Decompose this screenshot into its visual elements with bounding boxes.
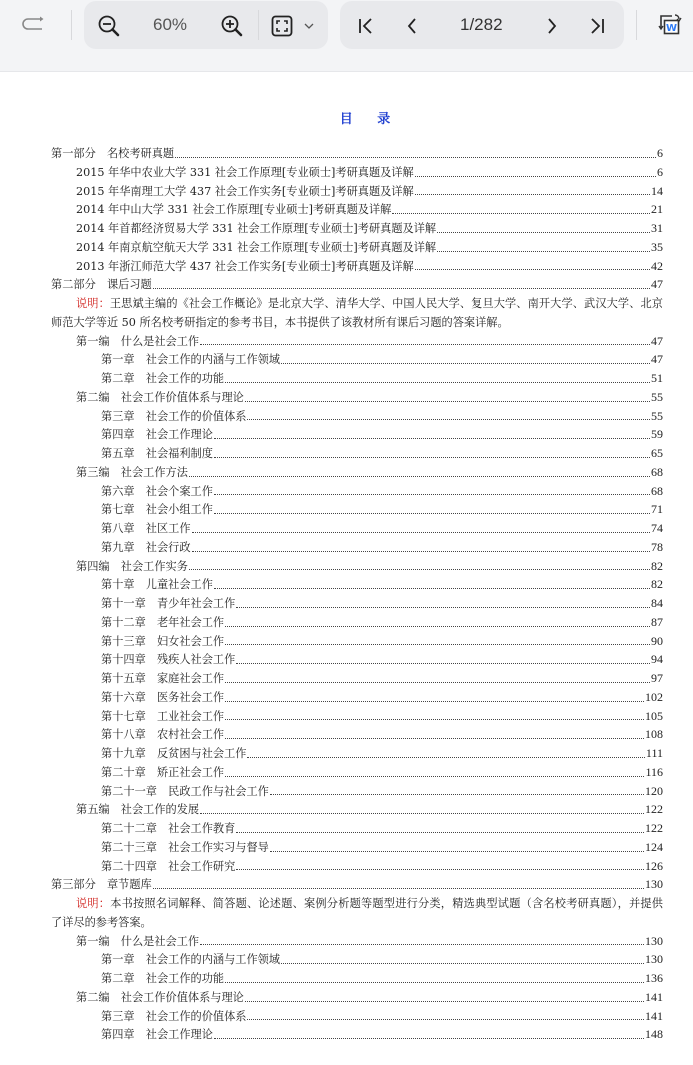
next-page-button[interactable]	[540, 14, 564, 38]
toc-entry-label: 第二十一章 民政工作与社会工作	[101, 784, 269, 798]
fit-screen-button[interactable]	[269, 13, 295, 39]
fit-options-dropdown[interactable]	[300, 17, 318, 35]
dot-leader	[214, 494, 650, 495]
zoom-in-icon	[220, 14, 244, 38]
convert-to-word-button[interactable]	[655, 10, 685, 40]
toc-entry-page: 42	[651, 258, 663, 273]
toc-entry-label: 第十章 儿童社会工作	[101, 578, 213, 592]
dot-leader	[192, 532, 650, 533]
dot-leader	[153, 288, 650, 289]
toc-entry[interactable]	[51, 970, 663, 989]
dot-leader	[236, 869, 644, 870]
toc-entry[interactable]	[51, 689, 663, 708]
toc-entry-page: 51	[651, 371, 663, 385]
toc-entry[interactable]	[51, 201, 663, 220]
dot-leader	[225, 644, 650, 645]
toc-entry-label: 2013 年浙江师范大学 437 社会工作实务[专业硕士]考研真题及详解	[76, 259, 414, 273]
toc-entry-label: 第十六章 医务社会工作	[101, 690, 225, 704]
svg-text:W: W	[665, 23, 678, 34]
zoom-out-button[interactable]	[96, 13, 122, 39]
note-label: 说明：	[76, 297, 110, 310]
toc-title: 目 录	[339, 112, 401, 127]
toc-entry-page: 21	[651, 202, 663, 217]
toc-entry-page: 141	[645, 989, 663, 1004]
dot-leader	[247, 419, 650, 420]
dot-leader	[192, 551, 650, 552]
toc-entry-label: 第九章 社会行政	[101, 540, 191, 554]
toc-entry-label: 第三部分 章节题库	[51, 878, 152, 892]
toc-entry-page: 111	[645, 746, 663, 760]
toc-entry-page: 74	[651, 521, 663, 535]
dot-leader	[247, 757, 644, 758]
toc-entry[interactable]	[51, 183, 663, 202]
last-page-button[interactable]	[585, 14, 609, 38]
toc-entry[interactable]	[51, 1026, 663, 1045]
toc-entry-page: 47	[651, 333, 663, 348]
convert-to-word-icon	[657, 12, 683, 38]
toc-entry-label: 第一章 社会工作的内涵与工作领域	[101, 353, 281, 367]
dot-leader	[236, 663, 650, 664]
toc-entry-label: 第十一章 青少年社会工作	[101, 597, 236, 610]
toc-entry-page: 59	[651, 427, 663, 442]
dot-leader	[245, 401, 650, 402]
toc-entry-page: 55	[651, 389, 663, 404]
toc-entry-page: 116	[645, 764, 663, 779]
toc-entry-label: 第四章 社会工作理论	[101, 428, 213, 442]
toc-entry-label: 第三章 社会工作的价值体系	[101, 1009, 247, 1023]
toc-entry-label: 2014 年首都经济贸易大学 331 社会工作原理[专业硕士]考研真题及详解	[76, 222, 437, 235]
toc-entry[interactable]	[51, 483, 663, 502]
dot-leader	[415, 269, 650, 270]
page-indicator[interactable]: 1/282	[460, 15, 503, 34]
zoom-level[interactable]: 60%	[153, 15, 188, 34]
note-text: 本书按照名词解释、简答题、论述题、案例分析题等题型进行分类，精选典型试题（含名校考研真题），并提供了详尽的参考答案。	[51, 897, 663, 929]
toc-entry-page: 97	[651, 671, 663, 685]
dot-leader	[200, 944, 644, 945]
dot-leader	[225, 776, 644, 777]
note-text: 王思斌主编的《社会工作概论》是北京大学、清华大学、中国人民大学、复旦大学、南开大学、武汉大学、北京师范大学等近 50 所名校考研指定的参考书目，本书提供了该教材所有课后习题的答案详解。	[51, 297, 663, 329]
previous-page-button[interactable]	[400, 14, 424, 38]
toc-entry-page: 141	[645, 1008, 663, 1023]
note-paragraph-1	[51, 295, 663, 333]
toolbar-divider	[71, 10, 72, 40]
toc-entry-label: 2015 年华中农业大学 331 社会工作原理[专业硕士]考研真题及详解	[76, 165, 414, 179]
toc-entry[interactable]	[51, 708, 663, 727]
dot-leader	[437, 251, 650, 252]
toc-entry-label: 第六章 社会个案工作	[101, 484, 213, 498]
toc-entry-page: 82	[651, 577, 663, 592]
toc-entry-page: 105	[645, 708, 663, 723]
last-page-icon	[588, 17, 606, 35]
dot-leader	[392, 213, 650, 214]
toc-entry[interactable]	[51, 595, 663, 614]
toc-entry[interactable]	[51, 333, 663, 352]
toc-entry-label: 第一章 社会工作的内涵与工作领域	[101, 953, 281, 967]
toc-entry-label: 第二编 社会工作价值体系与理论	[76, 990, 244, 1004]
toc-entry[interactable]	[51, 258, 663, 277]
note-label: 说明：	[76, 897, 111, 910]
toc-entry-label: 2015 年华南理工大学 437 社会工作实务[专业硕士]考研真题及详解	[76, 184, 414, 198]
toc-entry[interactable]	[51, 670, 663, 689]
toc-entry[interactable]	[51, 276, 663, 295]
toc-entry[interactable]	[51, 820, 663, 839]
toc-entry-label: 第十二章 老年社会工作	[101, 615, 225, 629]
toc-entry-page: 102	[645, 689, 663, 704]
dot-leader	[415, 194, 650, 195]
toc-entry-page: 47	[651, 352, 663, 367]
first-page-button[interactable]	[354, 14, 378, 38]
toc-entry-page: 148	[645, 1027, 663, 1042]
toc-entry[interactable]	[51, 933, 663, 952]
toc-entry-label: 第二十四章 社会工作研究	[101, 859, 236, 873]
toc-entry[interactable]	[51, 520, 663, 539]
dot-leader	[281, 963, 644, 964]
toc-entry-label: 第二章 社会工作的功能	[101, 972, 225, 985]
toc-entry-page: 82	[651, 558, 663, 573]
toc-entry-label: 2014 年南京航空航天大学 331 社会工作原理[专业硕士]考研真题及详解	[76, 240, 437, 254]
toc-entry-label: 第五章 社会福利制度	[101, 447, 213, 460]
toc-entry-label: 第八章 社区工作	[101, 522, 191, 535]
toc-entry-label: 第二章 社会工作的功能	[101, 372, 225, 385]
toolbar-divider	[636, 10, 637, 40]
toc-entry-label: 第二编 社会工作价值体系与理论	[76, 390, 244, 404]
toc-entry[interactable]	[51, 764, 663, 783]
toc-entry[interactable]	[51, 164, 663, 183]
toc-entry-label: 第一部分 名校考研真题	[51, 147, 175, 160]
toc-entry-label: 第二部分 课后习题	[51, 278, 152, 292]
dot-leader	[281, 363, 650, 364]
toc-entry[interactable]	[51, 370, 663, 389]
toc-entry[interactable]	[51, 801, 663, 820]
zoom-out-icon	[97, 14, 121, 38]
dot-leader	[214, 457, 650, 458]
toc-entry-page: 6	[657, 146, 663, 160]
toc-entry[interactable]	[51, 408, 663, 427]
toc-section-part1	[51, 145, 663, 295]
toc-entry-page: 14	[651, 183, 663, 198]
dot-leader	[189, 569, 650, 570]
toc-section-part3	[51, 933, 663, 1046]
toc-entry-label: 第十八章 农村社会工作	[101, 728, 225, 742]
dot-leader	[236, 832, 644, 833]
dot-leader	[225, 626, 650, 627]
dot-leader	[225, 738, 644, 739]
toc-entry-page: 136	[645, 971, 663, 985]
dot-leader	[214, 1038, 644, 1039]
toc-entry-label: 第十七章 工业社会工作	[101, 709, 225, 723]
dot-leader	[225, 382, 650, 383]
dot-leader	[225, 682, 650, 683]
dot-leader	[236, 607, 650, 608]
toc-entry-label: 第四编 社会工作实务	[76, 559, 188, 573]
toc-entry[interactable]	[51, 389, 663, 408]
toc-entry[interactable]	[51, 539, 663, 558]
toc-entry[interactable]	[51, 951, 663, 970]
toc-entry-page: 94	[651, 652, 663, 667]
toc-entry[interactable]	[51, 858, 663, 877]
dot-leader	[415, 176, 656, 177]
toc-entry-page: 126	[645, 858, 663, 873]
dot-leader	[214, 588, 650, 589]
toc-entry-label: 第三章 社会工作的价值体系	[101, 409, 247, 423]
toc-entry-label: 第十四章 残疾人社会工作	[101, 653, 236, 667]
toc-entry-page: 31	[651, 221, 663, 235]
dot-leader	[153, 888, 644, 889]
dot-leader	[270, 794, 644, 795]
toc-entry-label: 第十九章 反贫困与社会工作	[101, 747, 247, 760]
toc-entry[interactable]	[51, 351, 663, 370]
viewer-toolbar	[0, 0, 693, 72]
toc-entry-page: 120	[645, 783, 663, 798]
dot-leader	[247, 1019, 644, 1020]
fit-screen-icon	[271, 15, 293, 37]
toc-entry-page: 6	[657, 164, 663, 179]
toc-entry-page: 124	[645, 839, 663, 854]
dot-leader	[225, 719, 644, 720]
toc-entry-label: 第二十三章 社会工作实习与督导	[101, 840, 269, 854]
toc-entry-page: 55	[651, 408, 663, 423]
dot-leader	[245, 1001, 644, 1002]
toc-entry[interactable]	[51, 220, 663, 239]
toc-entry-label: 第十五章 家庭社会工作	[101, 672, 225, 685]
toc-entry-label: 第一编 什么是社会工作	[76, 934, 200, 948]
dot-leader	[437, 232, 650, 233]
toc-entry[interactable]	[51, 989, 663, 1008]
toc-entry[interactable]	[51, 876, 663, 895]
toc-entry[interactable]	[51, 145, 663, 164]
toc-entry-page: 65	[651, 446, 663, 460]
toc-entry-page: 68	[651, 483, 663, 498]
toc-entry[interactable]	[51, 839, 663, 858]
toc-entry[interactable]	[51, 745, 663, 764]
page-navigation	[340, 1, 624, 49]
table-of-contents	[51, 145, 663, 1045]
dot-leader	[200, 813, 644, 814]
toc-entry-page: 122	[645, 802, 663, 817]
first-page-icon	[357, 17, 375, 35]
zoom-in-button[interactable]	[219, 13, 245, 39]
return-button[interactable]	[18, 12, 50, 38]
toc-entry-page: 130	[645, 933, 663, 948]
toc-entry[interactable]	[51, 426, 663, 445]
toc-entry-page: 71	[651, 502, 663, 517]
dot-leader	[270, 851, 644, 852]
toc-entry[interactable]	[51, 576, 663, 595]
toc-entry-page: 130	[645, 952, 663, 967]
toc-entry-label: 第四章 社会工作理论	[101, 1028, 213, 1042]
toc-entry-page: 122	[645, 821, 663, 835]
toc-entry[interactable]	[51, 558, 663, 577]
toc-entry-label: 第二十二章 社会工作教育	[101, 822, 236, 835]
toc-entry[interactable]	[51, 239, 663, 258]
toc-entry[interactable]	[51, 445, 663, 464]
zoom-controls	[84, 1, 328, 49]
toc-entry-page: 78	[651, 539, 663, 554]
toc-entry-page: 90	[651, 633, 663, 648]
toc-entry-page: 108	[645, 727, 663, 742]
dot-leader	[214, 438, 650, 439]
toc-entry-label: 2014 年中山大学 331 社会工作原理[专业硕士]考研真题及详解	[76, 203, 392, 217]
next-page-icon	[546, 17, 558, 35]
toolbar-divider	[258, 10, 259, 40]
dot-leader	[225, 701, 644, 702]
toc-entry-page: 68	[651, 464, 663, 479]
toc-entry-page: 130	[645, 877, 663, 892]
toc-section-part2	[51, 333, 663, 896]
document-page	[0, 73, 693, 1065]
note-paragraph-2	[51, 895, 663, 933]
return-arrow-icon	[22, 16, 46, 34]
toc-entry-page: 84	[651, 596, 663, 610]
toc-entry[interactable]	[51, 1008, 663, 1027]
dot-leader	[189, 476, 650, 477]
previous-page-icon	[406, 17, 418, 35]
toc-entry[interactable]	[51, 614, 663, 633]
toc-entry-label: 第十三章 妇女社会工作	[101, 634, 225, 648]
toc-entry[interactable]	[51, 501, 663, 520]
toc-entry[interactable]	[51, 651, 663, 670]
dot-leader	[225, 982, 644, 983]
dot-leader	[214, 513, 650, 514]
toc-entry-label: 第一编 什么是社会工作	[76, 334, 200, 348]
chevron-down-icon	[304, 23, 314, 29]
toc-entry[interactable]	[51, 464, 663, 483]
dot-leader	[175, 157, 656, 158]
toc-entry-page: 35	[651, 239, 663, 254]
dot-leader	[200, 344, 650, 345]
toc-entry[interactable]	[51, 783, 663, 802]
toc-entry-label: 第三编 社会工作方法	[76, 465, 188, 479]
toc-entry-page: 87	[651, 614, 663, 629]
toc-entry-page: 47	[651, 277, 663, 292]
toc-entry-label: 第二十章 矫正社会工作	[101, 765, 225, 779]
toc-entry[interactable]	[51, 633, 663, 652]
toc-entry-label: 第七章 社会小组工作	[101, 503, 213, 517]
toc-entry[interactable]	[51, 726, 663, 745]
toc-entry-label: 第五编 社会工作的发展	[76, 803, 200, 817]
